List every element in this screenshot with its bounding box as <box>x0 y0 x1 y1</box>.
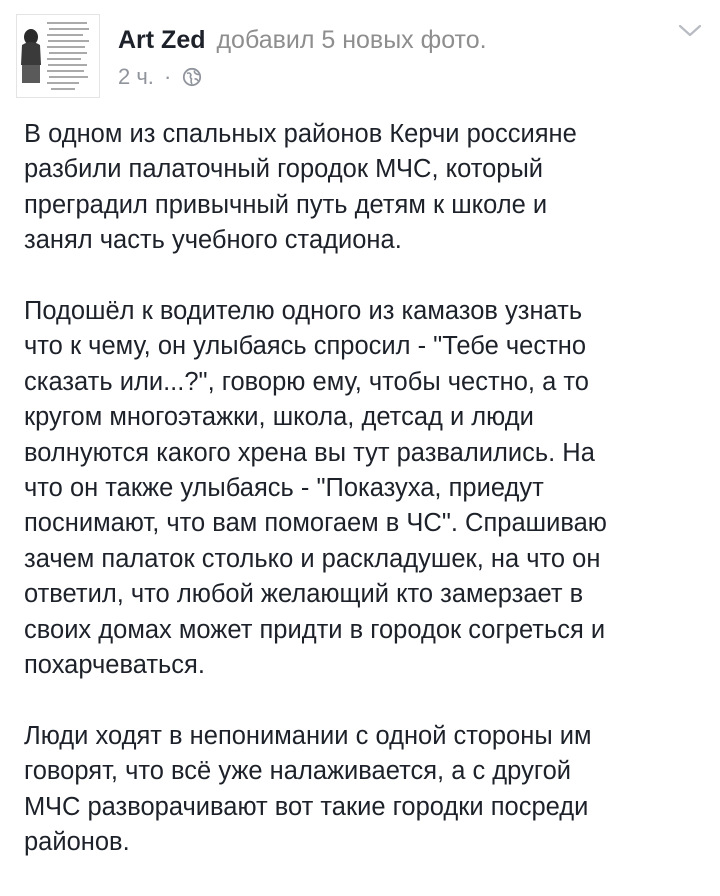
chevron-down-icon[interactable] <box>676 16 704 44</box>
post-paragraph: В одном из спальных районов Керчи россияне разбили палаточный городок МЧС, который преградил привычный путь детям к школе и занял часть учебного стадиона. <box>24 120 577 255</box>
post-timestamp[interactable]: 2 ч. <box>118 64 154 89</box>
post-header <box>16 14 706 98</box>
post-paragraph: Подошёл к водителю одного из камазов узнать что к чему, он улыбаясь спросил - "Тебе честно сказать или...?", говорю ему, чтобы честно, а то кругом многоэтажки, школа, детсад и люди волнуются какого хрена вы тут развалились. На что он также улыбаясь - "Показуха, приедут поснимают, что вам помогаем в ЧС". Спрашиваю зачем палаток столько и раскладушек, на что он ответил, что любой желающий кто замерзает в своих домах может придти в городок согреться и похарчеваться. <box>24 297 607 680</box>
post-meta <box>118 63 202 94</box>
portrait-poem-image <box>17 15 99 97</box>
post-body <box>24 117 704 896</box>
author-avatar[interactable] <box>16 14 100 98</box>
post-title-line <box>118 24 487 56</box>
globe-icon[interactable] <box>182 66 202 94</box>
post-action-text[interactable]: добавил 5 новых фото. <box>216 26 487 54</box>
post-paragraph: Люди ходят в непонимании с одной стороны им говорят, что всё уже налаживается, а с другой МЧС разворачивают вот такие городки посреди районов. <box>24 721 592 857</box>
meta-separator: · <box>164 64 172 89</box>
author-name[interactable]: Art Zed <box>118 26 206 54</box>
